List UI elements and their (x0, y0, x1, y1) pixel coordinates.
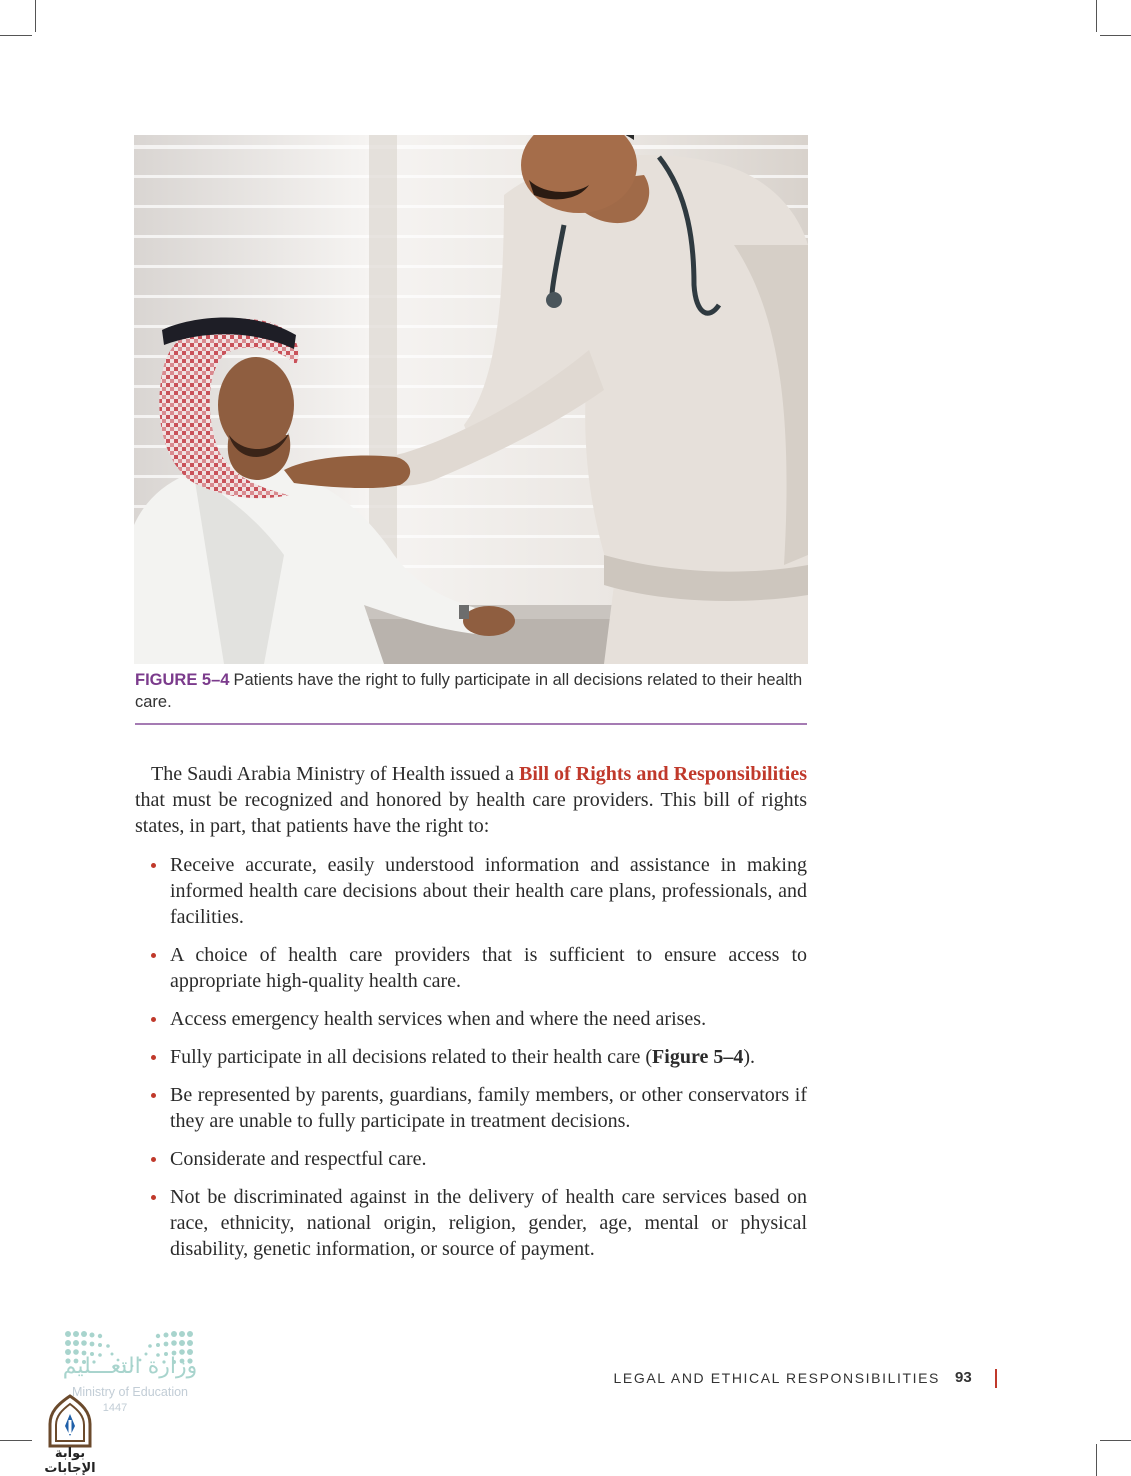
ministry-arabic-name: وزارة التعـــليم (62, 1354, 198, 1379)
bullet-icon (151, 863, 156, 868)
list-item (135, 1044, 807, 1070)
list-item-text: Be represented by parents, guardians, family members, or other conservators if they are unable to fully participate in treatment decisions. (170, 1084, 807, 1132)
crop-mark (0, 1440, 32, 1441)
list-item (135, 942, 807, 994)
bullet-icon (151, 1195, 156, 1200)
watermark-dome-icon (44, 1394, 96, 1448)
figure-caption (135, 669, 807, 713)
list-item-text: Receive accurate, easily understood information and assistance in making informed health care decisions about their health care plans, professionals, and facilities. (170, 854, 807, 928)
crop-mark (1096, 0, 1097, 32)
figure-caption-text: Patients have the right to fully participate in all decisions related to their health care. (135, 671, 803, 711)
bullet-icon (151, 1093, 156, 1098)
list-item (135, 1184, 807, 1262)
list-item (135, 1082, 807, 1134)
running-head: LEGAL AND ETHICAL RESPONSIBILITIES (613, 1370, 940, 1386)
intro-paragraph (135, 761, 807, 839)
list-item-text: Not be discriminated against in the delivery of health care services based on race, ethnicity, national origin, religion, gender, age, mental or physical disability, genetic information, or source of payment. (170, 1186, 807, 1260)
intro-before: The Saudi Arabia Ministry of Health issued a (151, 763, 514, 785)
page-number-bar (995, 1369, 997, 1388)
body-text (135, 761, 807, 1274)
rights-list (135, 852, 807, 1262)
bullet-icon (151, 1017, 156, 1022)
crop-mark (1096, 1444, 1097, 1476)
caption-divider (135, 723, 807, 725)
ministry-year: 1447 (102, 1402, 128, 1414)
crop-mark (0, 35, 32, 36)
list-item (135, 1006, 807, 1032)
figure-photo (134, 135, 808, 664)
list-item (135, 1146, 807, 1172)
list-item-text: A choice of health care providers that is sufficient to ensure access to appropriate high-quality health care. (170, 944, 807, 992)
figure-label: FIGURE 5–4 (135, 671, 230, 689)
list-item-text: Considerate and respectful care. (170, 1148, 427, 1170)
figure-reference: Figure 5–4 (652, 1046, 744, 1068)
list-item-text: Fully participate in all decisions related to their health care ( (170, 1046, 653, 1068)
page-number: 93 (955, 1369, 972, 1386)
crop-mark (35, 0, 36, 32)
crop-mark (1100, 1440, 1131, 1441)
ministry-english-name: Ministry of Education (71, 1385, 189, 1399)
list-item-tail: ). (743, 1046, 756, 1068)
bullet-icon (151, 1157, 156, 1162)
watermark-text: بوابة الإجابات (44, 1446, 96, 1476)
intro-after: that must be recognized and honored by health care providers. This bill of rights states, in part, that patients have the right to: (135, 789, 807, 837)
list-item (135, 852, 807, 930)
bullet-icon (151, 953, 156, 958)
bullet-icon (151, 1055, 156, 1060)
list-item-text: Access emergency health services when and where the need arises. (170, 1008, 707, 1030)
key-term: Bill of Rights and Responsibilities (519, 763, 808, 785)
crop-mark (1100, 35, 1131, 36)
